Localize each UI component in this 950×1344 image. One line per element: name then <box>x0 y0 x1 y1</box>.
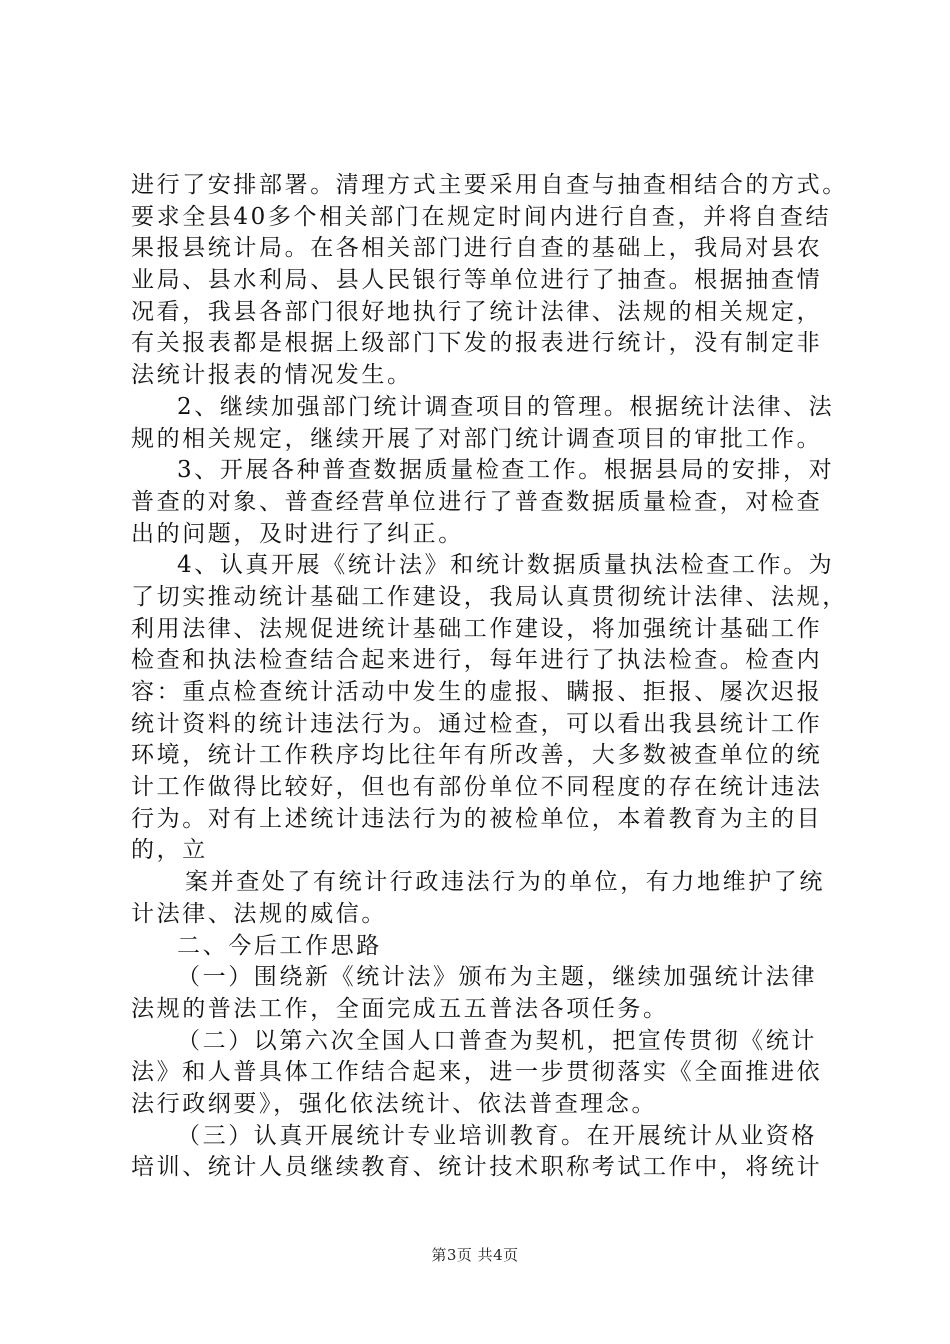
document-body <box>131 170 848 1184</box>
text-line: 利用法律、法规促进统计基础工作建设，将加强统计基础工作 <box>131 615 823 642</box>
text-line: （三）认真开展统计专业培训教育。在开展统计从业资格 <box>177 1122 817 1149</box>
text-line: 的，立 <box>131 837 208 864</box>
text-line: 3、开展各种普查数据质量检查工作。根据县局的安排，对 <box>177 457 835 484</box>
text-line: （一）围绕新《统计法》颁布为主题，继续加强统计法律 <box>177 964 817 991</box>
text-line: 法行政纲要》，强化依法统计、依法普查理念。 <box>131 1090 658 1117</box>
text-line: 案并查处了有统计行政违法行为的单位，有力地维护了统 <box>185 869 825 896</box>
text-line: 培训、统计人员继续教育、统计技术职称考试工作中，将统计 <box>131 1154 823 1181</box>
text-line: （二）以第六次全国人口普查为契机，把宣传贯彻《统计 <box>177 1027 817 1054</box>
text-line: 进行了安排部署。清理方式主要采用自查与抽查相结合的方式。 <box>131 172 848 198</box>
text-line: 统计资料的统计违法行为。通过检查，可以看出我县统计工作 <box>131 710 823 737</box>
text-line: 普查的对象、普查经营单位进行了普查数据质量检查，对检查 <box>131 488 823 515</box>
text-line: 法统计报表的情况发生。 <box>131 362 413 389</box>
text-line: 要求全县40多个相关部门在规定时间内进行自查，并将自查结 <box>131 203 832 230</box>
text-line: 计工作做得比较好，但也有部份单位不同程度的存在统计违法 <box>131 774 823 801</box>
text-line: 规的相关规定，继续开展了对部门统计调查项目的审批工作。 <box>131 425 823 452</box>
text-line: 果报县统计局。在各相关部门进行自查的基础上，我局对县农 <box>131 235 823 262</box>
text-line: 环境，统计工作秩序均比往年有所改善，大多数被查单位的统 <box>131 742 823 769</box>
text-line: 法》和人普具体工作结合起来，进一步贯彻落实《全面推进依 <box>131 1059 823 1086</box>
text-line: 行为。对有上述统计违法行为的被检单位，本着教育为主的目 <box>131 805 823 832</box>
text-line: 法规的普法工作，全面完成五五普法各项任务。 <box>131 995 669 1022</box>
text-line: 计法律、法规的威信。 <box>131 900 387 927</box>
text-line: 况看，我县各部门很好地执行了统计法律、法规的相关规定， <box>131 298 823 325</box>
text-line: 检查和执法检查结合起来进行，每年进行了执法检查。检查内 <box>131 647 823 674</box>
page-number-footer: 第3页 共4页 <box>431 1246 519 1264</box>
text-line: 有关报表都是根据上级部门下发的报表进行统计，没有制定非 <box>131 330 823 357</box>
text-line: 4、认真开展《统计法》和统计数据质量执法检查工作。为 <box>177 552 835 579</box>
text-line: 业局、县水利局、县人民银行等单位进行了抽查。根据抽查情 <box>131 267 823 294</box>
text-line: 出的问题，及时进行了纠正。 <box>131 520 464 547</box>
section-heading: 二、今后工作思路 <box>177 932 382 959</box>
text-line: 了切实推动统计基础工作建设，我局认真贯彻统计法律、法规， <box>131 583 848 610</box>
text-line: 2、继续加强部门统计调查项目的管理。根据统计法律、法 <box>177 393 835 420</box>
text-line: 容：重点检查统计活动中发生的虚报、瞒报、拒报、屡次迟报 <box>131 679 823 705</box>
